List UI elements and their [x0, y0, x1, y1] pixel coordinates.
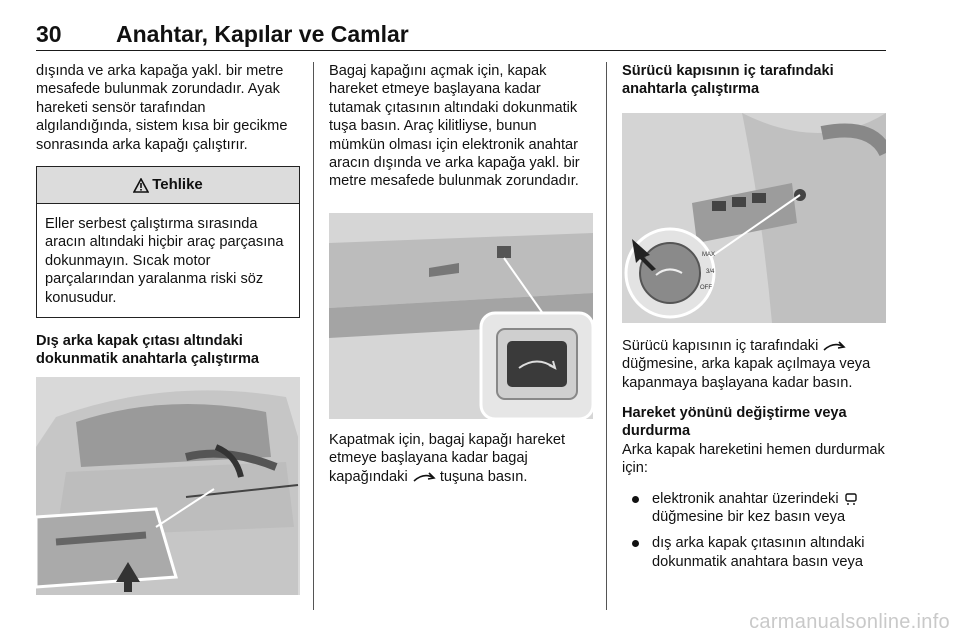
knob-label: OFF — [700, 284, 712, 291]
section-heading: Hareket yönünü değiştirme veya durdurma — [622, 405, 847, 440]
column-2 — [329, 62, 593, 498]
warning-title: Tehlike — [152, 175, 203, 193]
warning-triangle-icon — [133, 178, 149, 193]
driver-door-switch-illustration — [622, 113, 886, 323]
stop-intro: Arka kapak hareketini hemen durdurmak için: — [622, 441, 885, 477]
list-item-text: elektronik anahtar üzerindeki — [652, 490, 839, 507]
list-item-text: dış arka kapak çıtasının altındaki dokunmatik anahtara basın veya — [652, 535, 865, 570]
bullet-list — [622, 490, 886, 572]
watermark: carmanualsonline.info — [749, 611, 950, 633]
section-heading: Dış arka kapak çıtası altındaki dokunmatik anahtarla çalıştırma — [36, 333, 260, 368]
list-item — [622, 490, 886, 527]
knob-label: MAX — [702, 251, 716, 258]
door-switch-instructions — [622, 337, 886, 392]
tailgate-button-illustration — [329, 213, 593, 419]
warning-text: Eller serbest çalıştırma sırasında aracın altındaki hiçbir araç parçasına dokunmayın. Sıcak motor parçalarından yaralanma riski söz konusudur. — [45, 216, 284, 306]
list-item-text-end: düğmesine bir kez basın veya — [652, 509, 846, 526]
bullet-dot — [632, 496, 639, 503]
warning-box — [36, 166, 300, 318]
column-divider — [313, 62, 314, 610]
list-item — [622, 534, 886, 571]
key-tailgate-icon — [843, 492, 859, 506]
rear-car-tailgate-illustration — [36, 377, 300, 595]
page-header — [36, 20, 886, 51]
column-3 — [622, 62, 886, 579]
bullet-dot — [632, 540, 639, 547]
open-instructions: Bagaj kapağını açmak için, kapak hareket etmeye başlayana kadar tutamak çıtasının altındaki dokunmatik tuşa basın. Araç kilitliyse, bunun mümkün olması için elektronik anahtar aracın dışında ve arka kapağa yakl. bir metre mesafede bulunmak zorundadır. — [329, 63, 580, 190]
tailgate-icon — [412, 470, 436, 484]
column-divider — [606, 62, 607, 610]
warning-header — [37, 167, 299, 204]
page-number: 30 — [36, 21, 62, 47]
door-switch-text-end: düğmesine, arka kapak açılmaya veya kapanmaya başlayana kadar basın. — [622, 356, 871, 391]
close-instructions-text-end: tuşuna basın. — [439, 468, 528, 485]
section-heading: Sürücü kapısının iç tarafındaki anahtarla çalıştırma — [622, 63, 834, 98]
tailgate-icon — [822, 339, 846, 353]
close-instructions — [329, 431, 593, 486]
page-title: Anahtar, Kapılar ve Camlar — [116, 21, 409, 47]
close-instructions-text: Kapatmak için, bagaj kapağı hareket etmeye başlayana kadar bagaj kapağındaki — [329, 431, 566, 485]
column-1 — [36, 62, 300, 607]
intro-paragraph: dışında ve arka kapağa yakl. bir metre mesafede bulunmak zorundadır. Ayak hareketi sensör tarafından algılandığında, sistem kısa bir gecikme sonrasında arka kapağı çalıştırır. — [36, 63, 288, 153]
knob-label: 3/4 — [706, 268, 715, 275]
door-switch-text: Sürücü kapısının iç tarafındaki — [622, 337, 819, 354]
